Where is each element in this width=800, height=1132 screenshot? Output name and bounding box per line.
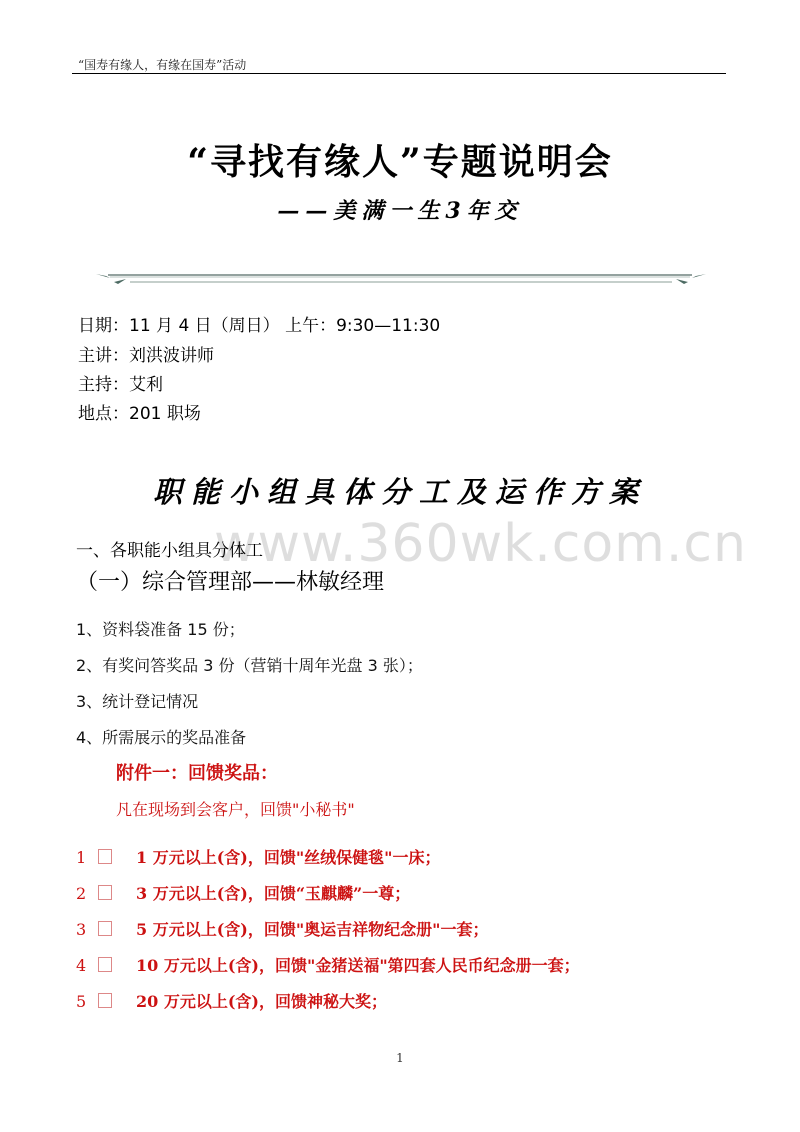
section-heading-1: 一、各职能小组具分体工 (76, 541, 263, 561)
reward-number: 3 (76, 920, 87, 939)
reward-text: 20 万元以上(含)，回馈神秘大奖； (136, 992, 387, 1011)
running-header: “国寿有缘人，有缘在国寿”活动 (78, 58, 247, 72)
missing-glyph-box-icon (98, 993, 112, 1008)
section-heading-2: （一）综合管理部——林敏经理 (76, 570, 385, 595)
missing-glyph-box-icon (98, 921, 112, 936)
reward-number: 5 (76, 992, 87, 1011)
reward-number: 1 (76, 848, 87, 867)
event-speaker-value: 刘洪波讲师 (129, 346, 214, 366)
reward-item (76, 917, 489, 940)
reward-item (76, 953, 580, 976)
reward-text: 10 万元以上(含)，回馈"金猪送福"第四套人民币纪念册一套； (136, 956, 580, 975)
document-subtitle: ——美满一生3年交 (277, 198, 523, 224)
annex-intro: 凡在现场到会客户，回馈"小秘书" (116, 800, 355, 819)
missing-glyph-box-icon (98, 849, 112, 864)
missing-glyph-box-icon (98, 957, 112, 972)
event-date-value: 11 月 4 日（周日） 上午：9:30—11:30 (129, 316, 441, 336)
task-item: 1、资料袋准备 15 份； (76, 620, 245, 639)
reward-number: 2 (76, 884, 87, 903)
annex-title: 附件一：回馈奖品： (116, 763, 278, 784)
event-date-label: 日期： (78, 316, 129, 336)
section-title: 职能小组具体分工及运作方案 (152, 475, 647, 509)
event-location-label: 地点： (78, 404, 129, 424)
document-title: “寻找有缘人”专题说明会 (187, 141, 613, 183)
task-item: 4、所需展示的奖品准备 (76, 728, 247, 747)
event-speaker (78, 341, 214, 366)
event-speaker-label: 主讲： (78, 346, 129, 366)
reward-item (76, 845, 441, 868)
decorative-divider (96, 268, 706, 290)
task-item: 3、统计登记情况 (76, 692, 199, 711)
page-number: 1 (396, 1051, 404, 1065)
watermark: www.360wk.com.cn (214, 514, 747, 574)
event-host-label: 主持： (78, 375, 129, 395)
reward-item (76, 881, 410, 904)
reward-text: 3 万元以上(含)，回馈“玉麒麟”一尊； (136, 884, 411, 903)
event-host-value: 艾利 (129, 375, 163, 395)
header-rule (72, 73, 726, 74)
missing-glyph-box-icon (98, 885, 112, 900)
event-location-value: 201 职场 (129, 404, 201, 424)
reward-number: 4 (76, 956, 87, 975)
task-item: 2、有奖问答奖品 3 份（营销十周年光盘 3 张）； (76, 656, 423, 675)
event-host (78, 370, 163, 395)
event-date (78, 311, 440, 336)
reward-text: 5 万元以上(含)，回馈"奥运吉祥物纪念册"一套； (136, 920, 489, 939)
event-location (78, 399, 201, 424)
reward-item (76, 989, 387, 1012)
reward-text: 1 万元以上(含)，回馈"丝绒保健毯"一床； (136, 848, 441, 867)
